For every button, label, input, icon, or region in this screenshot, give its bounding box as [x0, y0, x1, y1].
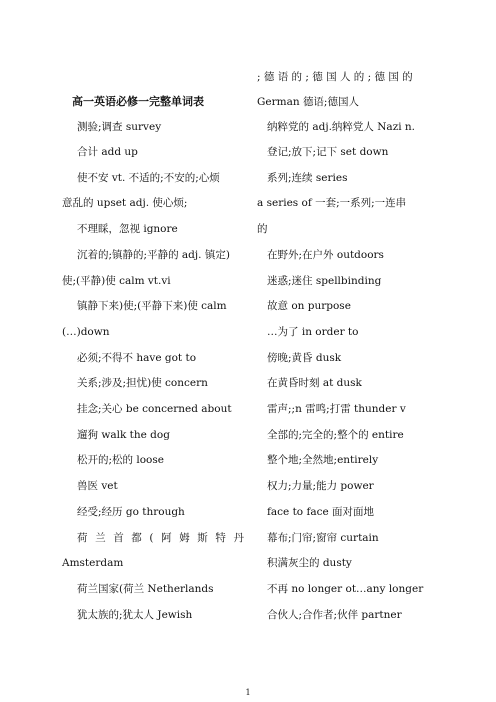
vocab-line: 经受;经历 go through	[77, 506, 185, 518]
vocab-line: 合伙人;合作者;伙伴 partner	[267, 609, 402, 621]
vocab-line: …为了 in order to	[267, 326, 359, 338]
vocab-line: face to face 面对面地	[267, 506, 375, 518]
vocab-line: 系列;连续 series	[267, 172, 348, 184]
vocab-line: 登记;放下;记下 set down	[267, 146, 389, 158]
vocab-line: 积满灰尘的 dusty	[267, 557, 352, 569]
vocab-line: 权力;力量;能力 power	[267, 480, 374, 492]
vocab-line: 故意 on purpose	[267, 300, 351, 312]
vocab-line: 意乱的 upset adj. 使心烦;	[62, 197, 188, 209]
vocab-line: 整个地;全然地;entirely	[267, 454, 379, 466]
vocab-line: 测验;调查 survey	[77, 121, 162, 133]
vocab-line: Amsterdam	[62, 557, 124, 569]
vocab-line: 纳粹党的 adj.纳粹党人 Nazi n.	[267, 121, 416, 133]
vocab-line: 雷声;;n 雷鸣;打雷 thunder v	[267, 403, 406, 415]
vocab-line: ; 德 语 的 ; 德 国 人 的 ; 德 国 的	[257, 71, 413, 83]
vocab-line: 松开的;松的 loose	[77, 454, 164, 466]
page-title: 高一英语必修一完整单词表	[72, 95, 204, 108]
vocab-line: 镇静下来)使;(平静下来)使 calm	[77, 300, 227, 312]
vocab-line: 沉着的;镇静的;平静的 adj. 镇定)	[77, 249, 230, 261]
vocab-line: 挂念;关心 be concerned about	[77, 403, 232, 415]
vocab-line: 全部的;完全的;整个的 entire	[267, 429, 404, 441]
vocab-line: German 德语;德国人	[257, 96, 359, 108]
vocab-line: 犹太族的;犹太人 Jewish	[77, 609, 193, 621]
vocab-line: 关系;涉及;担忧)使 concern	[77, 377, 208, 389]
vocab-line: (…)down	[62, 326, 110, 338]
vocab-line: 幕布;门帘;窗帘 curtain	[267, 532, 379, 544]
vocab-line: 不理睬，忽视 ignore	[77, 223, 178, 235]
vocab-line: 不再 no longer ot…any longer	[267, 583, 424, 595]
vocab-line: 傍晚;黄昏 dusk	[267, 352, 342, 364]
vocab-line: 合计 add up	[77, 146, 138, 158]
page-number: 1	[245, 688, 251, 697]
vocab-line: 荷兰国家(荷兰 Netherlands	[77, 583, 214, 595]
vocab-line: 的	[257, 223, 268, 235]
vocab-line: 使;(平静)使 calm vt.vi	[62, 275, 171, 287]
vocab-line: 荷兰首都(阿姆斯特丹	[77, 532, 244, 544]
vocab-line: 迷惑;迷住 spellbinding	[267, 275, 382, 287]
vocab-line: 必须;不得不 have got to	[77, 352, 197, 364]
vocab-line: 遛狗 walk the dog	[77, 429, 170, 441]
vocab-line: 在野外;在户外 outdoors	[267, 249, 384, 261]
vocab-line: 兽医 vet	[77, 480, 118, 492]
vocab-line: a series of 一套;一系列;一连串	[257, 197, 407, 209]
vocab-line: 使不安 vt. 不适的;不安的;心烦	[77, 172, 220, 184]
vocab-line: 在黄昏时刻 at dusk	[267, 377, 362, 389]
